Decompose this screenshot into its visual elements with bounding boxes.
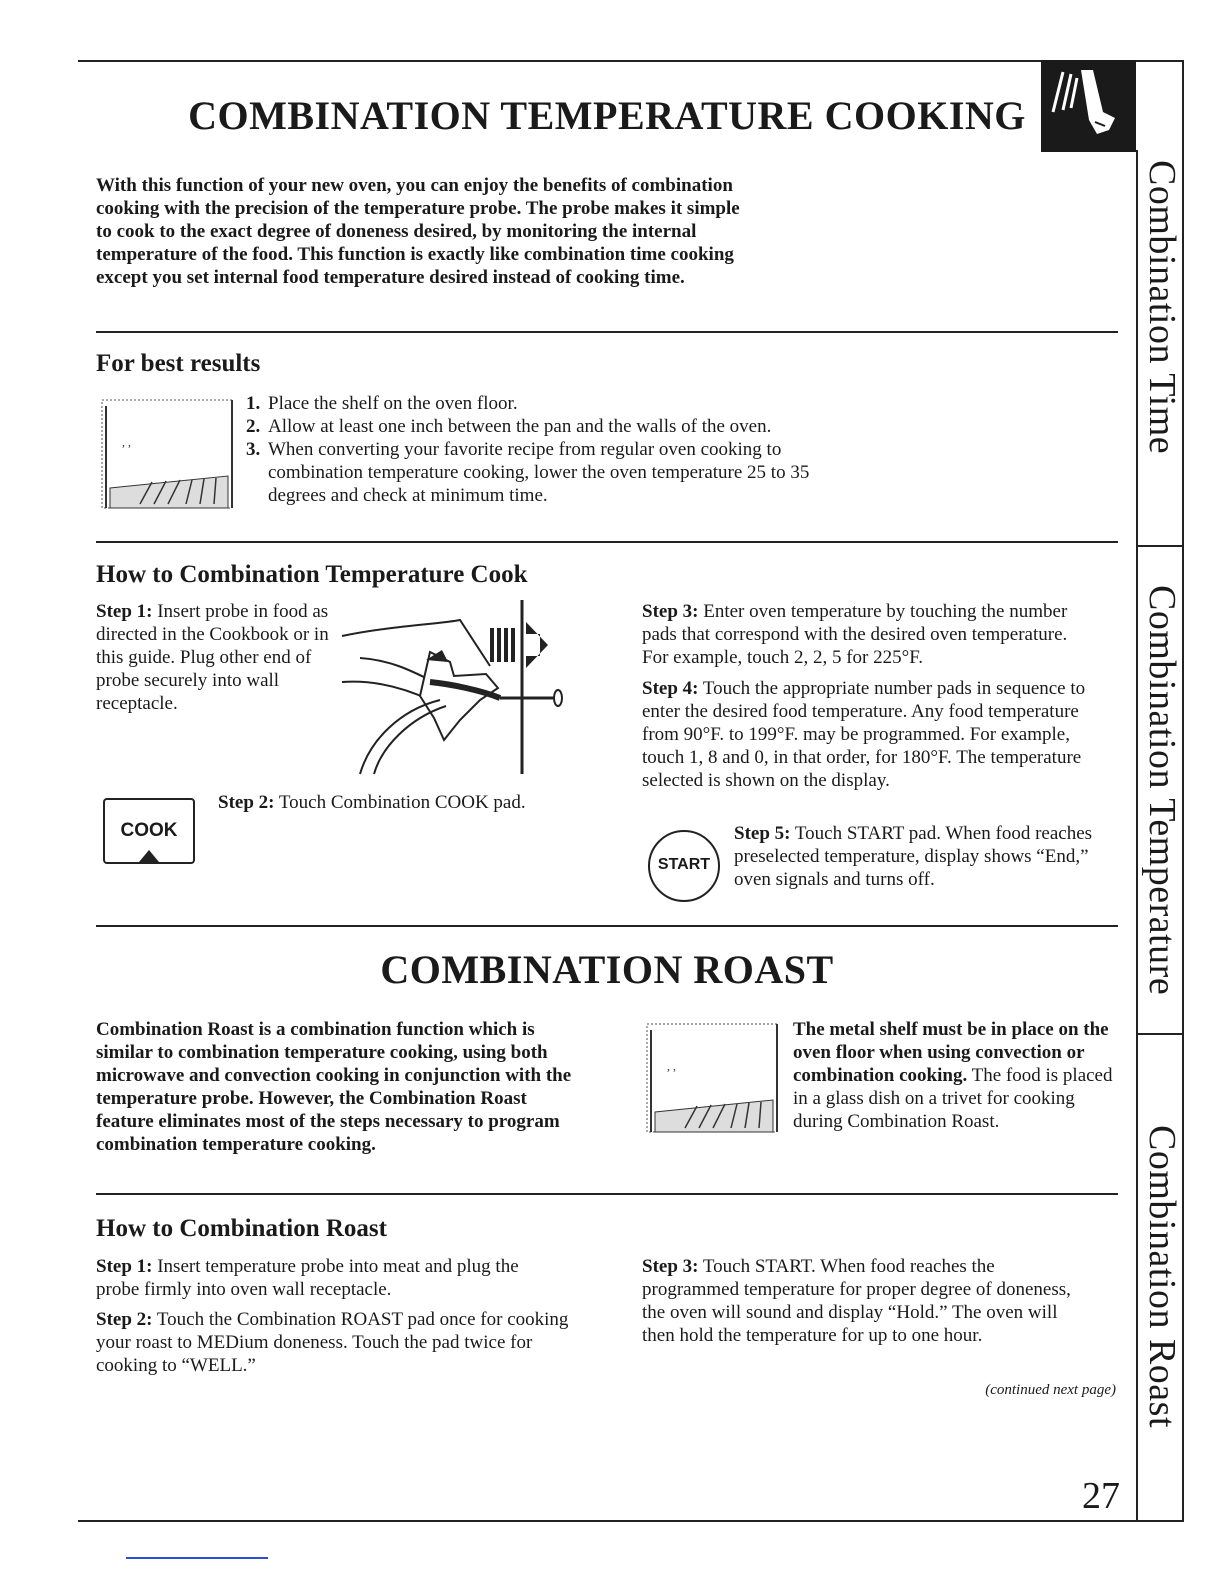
continued-note: (continued next page) <box>985 1382 1116 1398</box>
list-item-text: When converting your favorite recipe from regular oven cooking to combination temperature cooking, lower the oven temperature 25 to 35 degrees and check at minimum time. <box>268 439 810 506</box>
divider-3 <box>96 925 1118 927</box>
list-item <box>246 438 858 507</box>
step-label: Step 4: <box>642 678 699 699</box>
list-item <box>246 392 866 415</box>
roast-shelf-note <box>793 1018 1113 1133</box>
page-number: 27 <box>1082 1475 1120 1517</box>
start-pad-button[interactable] <box>648 830 720 902</box>
temp-step-4 <box>642 677 1098 792</box>
step-label: Step 2: <box>218 792 275 813</box>
list-item <box>246 415 866 438</box>
temp-step-1 <box>96 600 332 715</box>
temp-step-5 <box>734 822 1098 891</box>
tab-divider-2 <box>1136 1033 1184 1035</box>
side-tab-combination-temperature: Combination Temperature <box>1141 585 1183 996</box>
side-tab-combination-time: Combination Time <box>1141 160 1183 455</box>
step-label: Step 2: <box>96 1309 153 1330</box>
tab-divider-1 <box>1136 545 1184 547</box>
divider-2 <box>96 541 1118 543</box>
section-title-combination-roast: COMBINATION ROAST <box>380 947 834 992</box>
how-temp-heading: How to Combination Temperature Cook <box>96 561 528 588</box>
roast-step-3 <box>642 1255 1082 1347</box>
roast-step-1 <box>96 1255 566 1301</box>
step-label: Step 3: <box>642 601 699 622</box>
how-roast-heading: How to Combination Roast <box>96 1215 387 1242</box>
top-rule <box>78 60 1184 62</box>
probe-illustration <box>330 600 570 780</box>
oven-shelf-illustration-2 <box>645 1020 783 1138</box>
best-results-list <box>246 392 866 507</box>
step-text: Enter oven temperature by touching the number pads that correspond with the desired oven temperature. For example, touch 2, 2, 5 for 225°F. <box>642 601 1068 668</box>
divider-1 <box>96 331 1118 333</box>
roast-intro-paragraph: Combination Roast is a combination function which is similar to combination temperature cooking, using both microwave and convection cooking in conjunction with the temperature probe. However, the Combination Roast feature eliminates most of the steps necessary to program combination temperature cooking. <box>96 1019 572 1155</box>
roast-step-2 <box>96 1308 574 1377</box>
best-results-heading: For best results <box>96 350 261 377</box>
pointer-triangle-icon <box>105 848 193 862</box>
oven-shelf-illustration <box>100 396 238 514</box>
step-text: Touch START. When food reaches the programmed temperature for proper degree of doneness, the oven will sound and display “Hold.” The oven will then hold the temperature for up to one hour. <box>642 1256 1071 1346</box>
side-tab-combination-roast: Combination Roast <box>1141 1125 1183 1428</box>
list-item-number: 2. <box>246 416 261 437</box>
step-label: Step 1: <box>96 1256 153 1277</box>
start-pad-label: START <box>657 856 711 873</box>
intro-paragraph: With this function of your new oven, you can enjoy the benefits of combination cooking with the precision of the temperature probe. The probe makes it simple to cook to the exact degree of doneness desired, by monitoring the internal temperature of the food. This function is exactly like combination time cooking except you set internal food temperature desired instead of cooking time. <box>96 175 740 288</box>
step-text: Insert probe in food as directed in the Cookbook or in this guide. Plug other end of probe securely into wall receptacle. <box>96 601 329 714</box>
list-item-text: Place the shelf on the oven floor. <box>268 393 518 414</box>
temp-step-2 <box>218 791 548 814</box>
side-tab-left-border <box>1136 150 1138 1522</box>
bottom-rule <box>78 1520 1184 1522</box>
step-label: Step 3: <box>642 1256 699 1277</box>
step-text: Touch the Combination ROAST pad once for cooking your roast to MEDium doneness. Touch the pad twice for cooking to “WELL.” <box>96 1309 569 1376</box>
temp-step-3 <box>642 600 1094 669</box>
footer-link-line <box>126 1557 268 1559</box>
step-text: Touch the appropriate number pads in sequence to enter the desired food temperature. Any food temperature from 90°F. to 199°F. may be programmed. For example, touch 1, 8 and 0, in that order, for 180°F. The temperature selected is shown on the display. <box>642 678 1086 791</box>
note-bold: The metal shelf must be in place on the oven floor when using convection or combination cooking. <box>793 1019 1109 1086</box>
cook-pad-label: COOK <box>120 820 178 841</box>
svg-text:, ,: , , <box>122 435 131 449</box>
step-text: Touch Combination COOK pad. <box>278 792 526 813</box>
divider-4 <box>96 1193 1118 1195</box>
list-item-number: 3. <box>246 439 261 460</box>
step-text: Touch START pad. When food reaches preselected temperature, display shows “End,” oven signals and turns off. <box>734 823 1093 890</box>
note-text: The food is placed in a glass dish on a trivet for cooking during Combination Roast. <box>793 1065 1113 1132</box>
cook-pad-button[interactable] <box>103 798 195 864</box>
list-item-text: Allow at least one inch between the pan and the walls of the oven. <box>268 416 772 437</box>
step-text: Insert temperature probe into meat and plug the probe firmly into oven wall receptacle. <box>96 1256 519 1300</box>
step-label: Step 1: <box>96 601 153 622</box>
step-label: Step 5: <box>734 823 791 844</box>
list-item-number: 1. <box>246 393 261 414</box>
section-title-temperature-cooking: COMBINATION TEMPERATURE COOKING <box>188 93 1026 138</box>
svg-text:, ,: , , <box>667 1059 676 1073</box>
